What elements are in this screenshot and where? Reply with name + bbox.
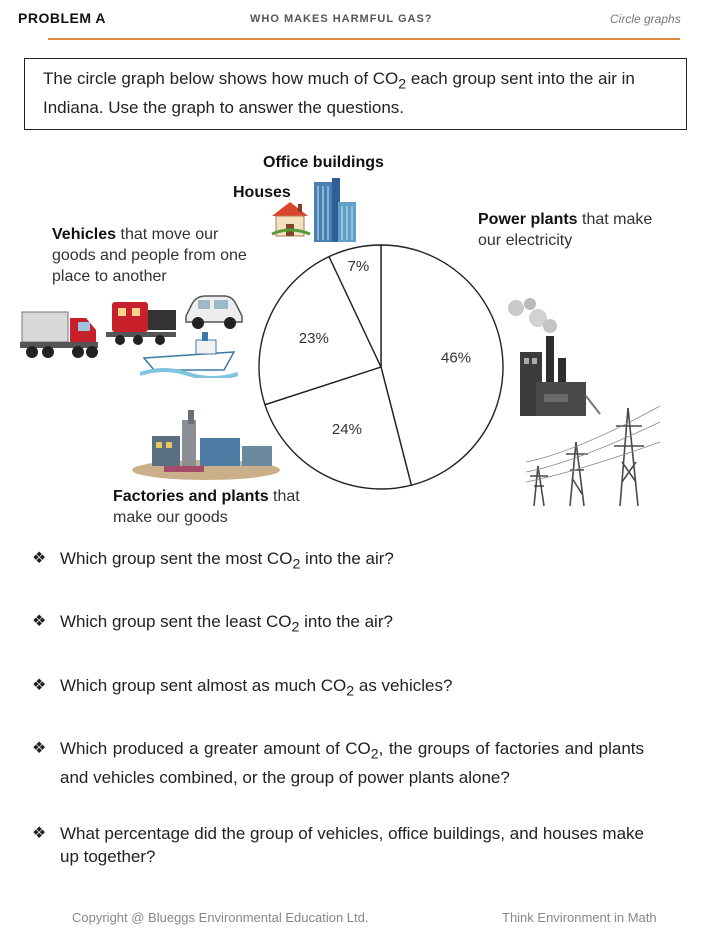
office-building-icon bbox=[312, 176, 358, 244]
page-title: WHO MAKES HARMFUL GAS? bbox=[250, 13, 433, 25]
label-power-rest: that make our electricity bbox=[478, 211, 653, 249]
question-subscript: 2 bbox=[291, 619, 300, 636]
bullet-icon: ❖ bbox=[32, 825, 47, 842]
intro-subscript: 2 bbox=[398, 76, 407, 93]
ship-icon bbox=[140, 330, 238, 378]
question-text-after: as vehicles? bbox=[354, 676, 453, 695]
truck-icon bbox=[20, 306, 100, 362]
question-text bbox=[60, 822, 644, 868]
question-text bbox=[60, 737, 644, 789]
label-power-plants bbox=[478, 209, 678, 251]
bullet-icon: ❖ bbox=[32, 613, 47, 630]
bullet-icon: ❖ bbox=[32, 550, 47, 567]
question-text-before: Which group sent almost as much CO bbox=[60, 676, 347, 695]
question-text-after: into the air? bbox=[299, 612, 393, 631]
power-plant-icon bbox=[504, 296, 604, 418]
question-text-before: Which group sent the most CO bbox=[60, 549, 293, 568]
question-text-before: What percentage did the group of vehicles, office buildings, and houses make up together? bbox=[60, 824, 644, 866]
intro-text-before: The circle graph below shows how much of CO bbox=[43, 69, 399, 88]
question-subscript: 2 bbox=[346, 683, 355, 700]
bullet-icon: ❖ bbox=[32, 677, 47, 694]
label-vehicles-rest: that move our goods and people from one place to another bbox=[52, 226, 247, 285]
label-power-bold: Power plants bbox=[478, 211, 578, 228]
footer-copyright: Copyright @ Blueggs Environmental Education Ltd. bbox=[72, 910, 369, 925]
question-item bbox=[32, 822, 644, 868]
bullet-icon: ❖ bbox=[32, 740, 47, 757]
label-vehicles-bold: Vehicles bbox=[52, 226, 117, 243]
question-text-before: Which produced a greater amount of CO bbox=[60, 739, 371, 758]
pie-slice-label: 7% bbox=[347, 257, 370, 275]
question-item bbox=[32, 547, 644, 576]
question-item bbox=[32, 674, 644, 703]
pie-slice-label: 46% bbox=[441, 349, 472, 367]
topic-label: Circle graphs bbox=[610, 12, 681, 26]
question-subscript: 2 bbox=[292, 556, 301, 573]
footer-tagline: Think Environment in Math bbox=[502, 910, 657, 925]
co2-pie-chart bbox=[256, 242, 506, 492]
power-lines-icon bbox=[526, 402, 662, 508]
question-text-after: into the air? bbox=[300, 549, 394, 568]
question-text bbox=[60, 610, 644, 639]
intro-box bbox=[24, 58, 687, 130]
problem-label: PROBLEM A bbox=[18, 10, 106, 26]
question-item bbox=[32, 610, 644, 639]
label-factories-bold: Factories and plants bbox=[113, 488, 269, 505]
intro-text-after: each group sent into the air in Indiana. Use the graph to answer the questions. bbox=[43, 69, 635, 118]
question-text bbox=[60, 547, 644, 576]
pie-slice-label: 24% bbox=[331, 421, 362, 439]
pie-slice-label: 23% bbox=[298, 329, 329, 347]
question-text-before: Which group sent the least CO bbox=[60, 612, 292, 631]
question-text bbox=[60, 674, 644, 703]
question-subscript: 2 bbox=[370, 746, 379, 763]
houses-icon bbox=[268, 196, 312, 240]
label-office-buildings: Office buildings bbox=[263, 154, 384, 171]
question-item bbox=[32, 737, 644, 789]
car-icon bbox=[182, 290, 246, 330]
label-vehicles bbox=[52, 224, 252, 287]
header-rule bbox=[48, 38, 680, 40]
question-text-after: , the groups of factories and plants and vehicles combined, or the group of power plants alone? bbox=[60, 739, 644, 788]
label-houses: Houses bbox=[233, 184, 291, 201]
label-factories-rest: that make our goods bbox=[113, 488, 300, 526]
label-factories bbox=[113, 486, 323, 528]
